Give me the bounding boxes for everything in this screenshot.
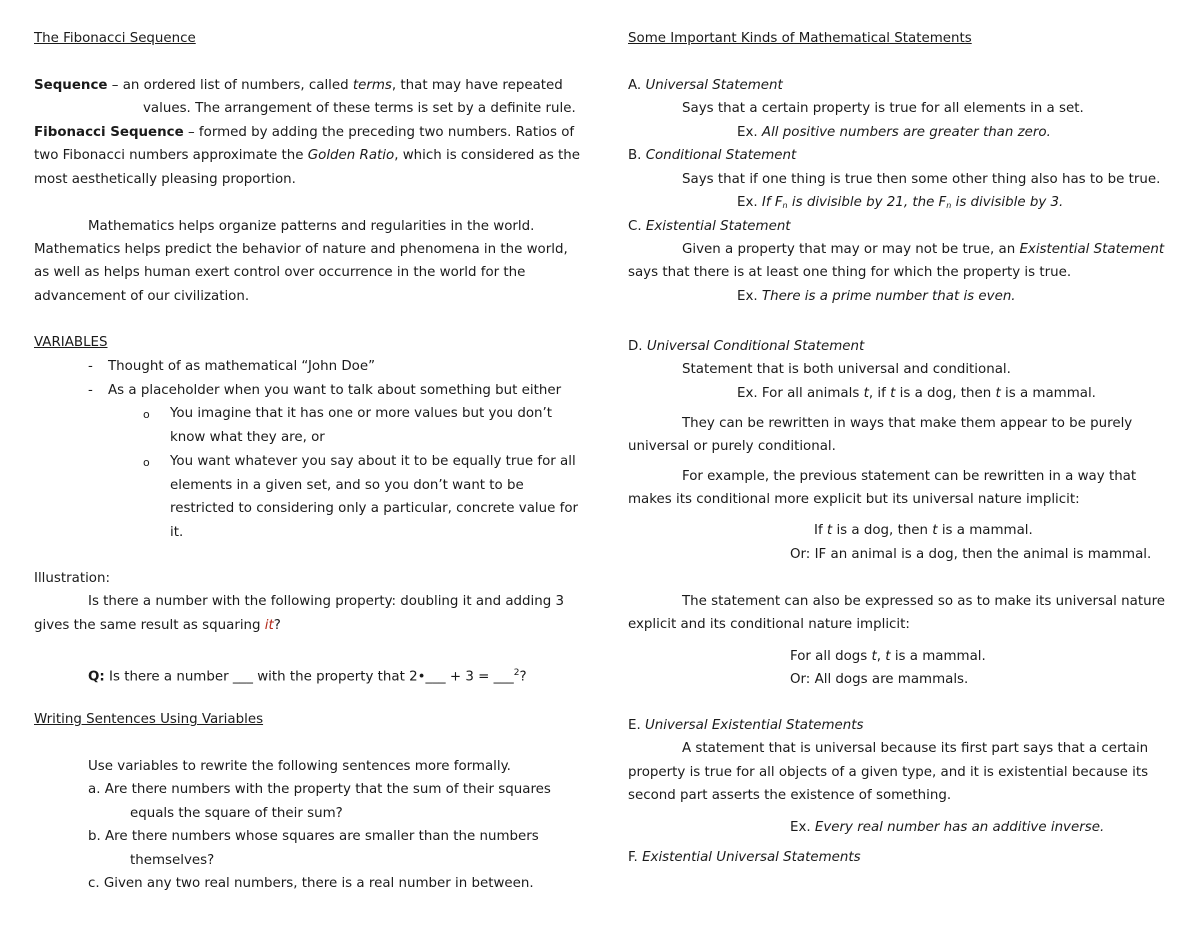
section-prefix: C. — [628, 219, 646, 234]
section-d-rewrite: Or: All dogs are mammals. — [790, 672, 969, 687]
example-text: is divisible by 3. — [951, 195, 1064, 210]
exercise-c: c. Given any two real numbers, there is a real number in between. — [88, 876, 534, 891]
section-c-desc: says that there is at least one thing for which the property is true. — [628, 265, 1072, 280]
example-text: is a dog, then — [895, 386, 996, 401]
writing-sentences-title: Writing Sentences Using Variables — [34, 712, 264, 727]
illustration-line — [34, 617, 281, 635]
q-label: Q: — [88, 669, 105, 685]
variables-title: VARIABLES — [34, 335, 108, 350]
fibonacci-def-text: , which is considered as the — [394, 148, 581, 163]
illustration-label: Illustration: — [34, 571, 110, 586]
sub-bullet-1-line: You imagine that it has one or more values but you don’t — [170, 406, 553, 421]
variable-t: t — [890, 386, 896, 401]
ex-label: Ex. — [737, 289, 762, 304]
illustration-text: ? — [273, 618, 281, 633]
fibonacci-term: Fibonacci Sequence — [34, 125, 184, 140]
section-d-paragraph: explicit and its conditional nature implicit: — [628, 617, 910, 632]
rewrite-text: For all dogs — [790, 649, 872, 664]
sub-bullet-marker: o — [143, 456, 150, 469]
variable-bullet-1: Thought of as mathematical “John Doe” — [108, 359, 376, 374]
section-d-rewrite — [790, 648, 986, 666]
fibonacci-def-text: – formed by adding the preceding two numbers. Ratios of — [183, 125, 575, 140]
rewrite-text: is a mammal. — [890, 649, 986, 664]
fibonacci-definition-line — [34, 124, 574, 142]
sub-bullet-2-line: restricted to considering only a particular, concrete value for — [170, 501, 579, 516]
sequence-def-text: – an ordered list of numbers, called — [107, 78, 353, 93]
example-text: is a mammal. — [1000, 386, 1096, 401]
example-text: Ex. For all animals — [737, 386, 864, 401]
desc-text: Given a property that may or may not be true, an — [682, 242, 1020, 257]
section-c-heading — [628, 218, 791, 236]
illustration-line: Is there a number with the following property: doubling it and adding 3 — [88, 594, 565, 609]
section-d-paragraph: universal or purely conditional. — [628, 439, 836, 454]
paragraph-line: Mathematics helps organize patterns and regularities in the world. — [88, 219, 535, 234]
question-line — [88, 664, 527, 686]
section-title: Existential Universal Statements — [642, 850, 861, 865]
subscript-n: n — [782, 201, 788, 210]
sub-bullet-2-line: it. — [170, 525, 184, 540]
bullet-dash: - — [88, 383, 93, 398]
ex-label: Ex. — [737, 125, 762, 140]
section-title: Universal Conditional Statement — [646, 339, 865, 354]
desc-italic: Existential Statement — [1019, 242, 1165, 257]
square-superscript: 2 — [513, 668, 520, 678]
exercise-b: themselves? — [130, 853, 215, 868]
sub-bullet-2-line: You want whatever you say about it to be equally true for all — [170, 454, 576, 469]
section-e-heading — [628, 717, 863, 735]
section-d-rewrite: Or: IF an animal is a dog, then the animal is mammal. — [790, 547, 1152, 562]
section-prefix: A. — [628, 78, 646, 93]
section-a-desc: Says that a certain property is true for all elements in a set. — [682, 101, 1084, 116]
section-b-example — [737, 194, 1063, 215]
rewrite-text: is a mammal. — [937, 523, 1033, 538]
section-d-paragraph: makes its conditional more explicit but its universal nature implicit: — [628, 492, 1080, 507]
section-title: Conditional Statement — [645, 148, 797, 163]
example-text: is divisible by 21, the F — [787, 195, 947, 210]
section-prefix: F. — [628, 850, 643, 865]
example-text: There is a prime number that is even. — [761, 289, 1016, 304]
exercise-instruction: Use variables to rewrite the following sentences more formally. — [88, 759, 511, 774]
example-text: If F — [761, 195, 783, 210]
rewrite-text: , — [876, 649, 886, 664]
section-prefix: D. — [628, 339, 647, 354]
section-prefix: E. — [628, 718, 645, 733]
section-e-desc: second part asserts the existence of something. — [628, 788, 952, 803]
section-d-desc: Statement that is both universal and conditional. — [682, 362, 1011, 377]
section-title: Existential Statement — [645, 219, 791, 234]
ex-label: Ex. — [790, 820, 815, 835]
rewrite-text: If — [814, 523, 827, 538]
section-a-heading — [628, 77, 783, 95]
section-b-desc: Says that if one thing is true then some other thing also has to be true. — [682, 172, 1161, 187]
section-a-example — [737, 124, 1051, 142]
it-word: it — [264, 618, 274, 633]
section-c-example — [737, 288, 1016, 306]
section-e-desc: property is true for all objects of a given type, and it is existential because its — [628, 765, 1149, 780]
question-text: Is there a number ___ with the property that 2•___ + 3 = ___ — [104, 669, 514, 685]
paragraph-line: as well as helps human exert control over occurrence in the world for the — [34, 265, 526, 280]
bullet-dash: - — [88, 359, 93, 374]
section-d-paragraph: The statement can also be expressed so as to make its universal nature — [682, 594, 1166, 609]
section-d-heading — [628, 338, 864, 356]
sequence-definition-line — [34, 77, 563, 95]
fibonacci-definition-line: most aesthetically pleasing proportion. — [34, 172, 296, 187]
rewrite-text: is a dog, then — [832, 523, 933, 538]
variable-t: t — [885, 649, 891, 664]
question-text: ? — [519, 669, 527, 685]
section-d-example — [737, 385, 1096, 403]
exercise-a: equals the square of their sum? — [130, 806, 343, 821]
illustration-text: gives the same result as squaring — [34, 618, 265, 633]
fibonacci-title: The Fibonacci Sequence — [34, 31, 196, 46]
sequence-def-text: , that may have repeated — [391, 78, 563, 93]
variable-t: t — [826, 523, 833, 538]
example-text: Every real number has an additive inverse. — [814, 820, 1105, 835]
section-e-desc: A statement that is universal because its first part says that a certain — [682, 741, 1149, 756]
variable-t: t — [995, 386, 1001, 401]
sequence-definition-line: values. The arrangement of these terms is set by a definite rule. — [143, 101, 576, 116]
section-title: Universal Statement — [645, 78, 783, 93]
sub-bullet-1-line: know what they are, or — [170, 430, 325, 445]
section-e-example — [790, 819, 1104, 837]
section-c-desc — [682, 241, 1164, 259]
terms-word: terms — [352, 78, 392, 93]
section-b-heading — [628, 147, 796, 165]
paragraph-line: Mathematics helps predict the behavior of nature and phenomena in the world, — [34, 242, 568, 257]
golden-ratio: Golden Ratio — [307, 148, 395, 163]
section-f-heading — [628, 849, 861, 867]
sequence-term: Sequence — [34, 78, 108, 93]
variable-bullet-2: As a placeholder when you want to talk about something but either — [108, 383, 562, 398]
fibonacci-definition-line — [34, 147, 580, 165]
section-title: Universal Existential Statements — [644, 718, 864, 733]
ex-label: Ex. — [737, 195, 762, 210]
sub-bullet-2-line: elements in a given set, and so you don’t want to be — [170, 478, 524, 493]
example-text: , if — [868, 386, 891, 401]
section-d-paragraph: For example, the previous statement can be rewritten in a way that — [682, 469, 1137, 484]
sub-bullet-marker: o — [143, 408, 150, 421]
section-prefix: B. — [628, 148, 646, 163]
section-d-paragraph: They can be rewritten in ways that make them appear to be purely — [682, 416, 1133, 431]
variable-t: t — [863, 386, 869, 401]
subscript-n: n — [946, 201, 952, 210]
exercise-a: a. Are there numbers with the property that the sum of their squares — [88, 782, 551, 797]
variable-t: t — [932, 523, 938, 538]
variable-t: t — [871, 649, 877, 664]
section-d-rewrite — [814, 522, 1033, 540]
statements-title: Some Important Kinds of Mathematical Statements — [628, 31, 972, 46]
example-text: All positive numbers are greater than zero. — [761, 125, 1051, 140]
fibonacci-def-text: two Fibonacci numbers approximate the — [34, 148, 308, 163]
paragraph-line: advancement of our civilization. — [34, 289, 250, 304]
exercise-b: b. Are there numbers whose squares are smaller than the numbers — [88, 829, 539, 844]
